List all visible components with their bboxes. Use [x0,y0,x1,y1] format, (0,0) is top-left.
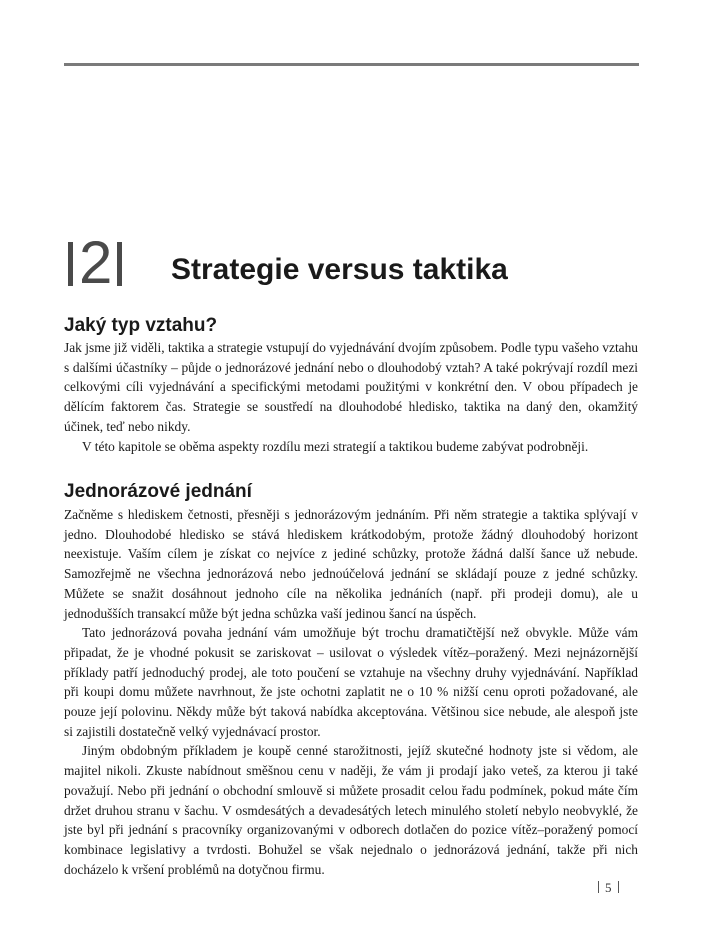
paragraph: Jiným obdobným příkladem je koupě cenné starožitnosti, jejíž skutečné hodnoty jste si vědom, ale majitel nikoli. Zkuste nabídnout směšnou cenu v naději, že vám ji prodají jako veteš, za kterou ji také považují. Nebo při jednání o obchodní smlouvě si můžete prosadit celou řadu podmínek, pokud máte čím držet druhou stranu v šachu. V osmdesátých a devadesátých letech minulého století nebylo neobvyklé, že jste byl při jednání s pracovníky organizovanými v odborech dotlačen do pozice vítěz–poražený pomocí kombinace legislativy a tvrdosti. Bohužel se však nejednalo o jednorázová jednání, takže při nich docházelo k vršení problémů na dotyčnou firmu. [64,743,638,877]
page-number [592,880,642,896]
page-number-value: 5 [605,880,612,895]
section-heading-vztah: Jaký typ vztahu? [64,315,218,336]
paragraph: Tato jednorázová povaha jednání vám umožňuje být trochu dramatičtější než obvykle. Může vám připadat, že je vhodné pokusit se zariskovat – usilovat o výsledek vítěz–poražený. Mezi nejnázornější příklady patří jednoduchý prodej, ale toto poučení se vztahuje na všechny druhy vyjednávání. Například při koupi domu můžete navrhnout, že jste ochotni zaplatit ne o 10 % nižší cenu oproti požadované, ale pouze její polovinu. Někdy může být taková nabídka akceptována. Většinou sice nebude, ale alespoň jste si zajistili dostatečně velký vyjednávací prostor. [64,625,638,739]
top-rule [64,63,639,66]
section-body-vztah [64,338,638,456]
paragraph: V této kapitole se oběma aspekty rozdílu mezi strategií a taktikou budeme zabývat podrobněji. [82,438,589,454]
chapter-header [64,228,644,298]
section-body-jednorazove [64,505,638,879]
paragraph: Jak jsme již viděli, taktika a strategie vstupují do vyjednávání dvojím způsobem. Podle typu vašeho vztahu s dalšími účastníky – půjde o jednorázové jednání nebo o dlouhodobý vztah? A také pokrývají rozdíl mezi celkovými cíli vyjednávání a specifickými metodami použitými v konkrétní den. V obou případech je dělícím faktorem čas. Strategie se soustředí na dlouhodobé hledisko, taktika na daný den, okamžitý účinek, teď nebo nikdy. [64,340,638,434]
page-number-right-bar [618,881,619,893]
chapter-number [68,228,122,298]
page-number-left-bar [598,881,599,893]
chapter-number-digit: 2 [79,229,112,296]
paragraph: Začněme s hlediskem četnosti, přesněji s jednorázovým jednáním. Při něm strategie a taktika splývají v jedno. Dlouhodobé hledisko se stává hlediskem krátkodobým, protože žádný dlouhodobý horizont neexistuje. Vaším cílem je získat co nejvíce z jediné schůzky, protože žádná další šance už nebude. Samozřejmě ne všechna jednorázová nebo jednoúčelová jednání se skládají pouze z jedné schůzky. Můžete se snažit dosáhnout jednoho cíle na několika jednáních (např. při prodeji domu), ale u jednodušších transakcí může být jedna schůzka vaší jedinou šancí na úspěch. [64,507,638,621]
chapter-number-left-bar [68,242,73,286]
chapter-number-right-bar [117,242,122,286]
section-heading-jednorazove: Jednorázové jednání [64,481,252,502]
chapter-title: Strategie versus taktika [171,253,508,286]
